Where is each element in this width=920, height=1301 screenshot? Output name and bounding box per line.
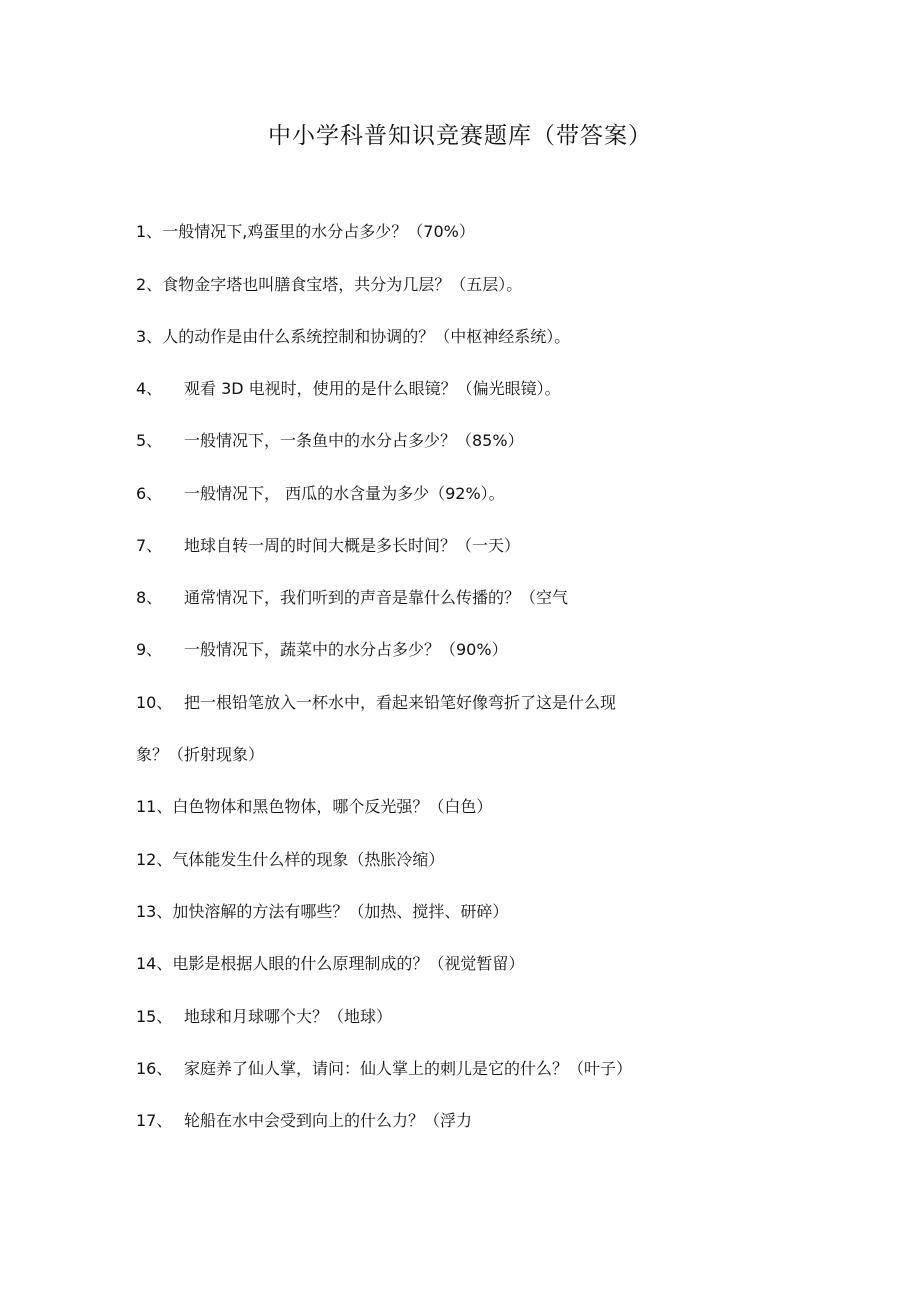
question-1 [136,217,836,247]
question-6 [136,479,836,509]
question-9 [136,635,836,665]
question-number: 3、 [136,327,163,346]
question-number: 6、 [136,484,163,503]
question-number: 12、 [136,850,173,869]
question-number: 13、 [136,902,173,921]
question-13 [136,897,836,927]
question-number: 16、 [136,1059,173,1078]
question-text: 一般情况下,鸡蛋里的水分占多少？（70%） [162,222,475,241]
question-17 [136,1106,836,1136]
question-7 [136,531,836,561]
question-text: 家庭养了仙人掌，请问：仙人掌上的刺儿是它的什么？（叶子） [184,1059,633,1078]
question-text: 加快溶解的方法有哪些？（加热、搅拌、研碎） [172,902,509,921]
question-text: 人的动作是由什么系统控制和协调的？（中枢神经系统）。 [162,327,571,346]
question-11 [136,792,836,822]
question-2 [136,270,836,300]
question-number: 9、 [136,640,163,659]
question-text: 轮船在水中会受到向上的什么力？（浮力 [184,1111,473,1130]
question-text: 地球自转一周的时间大概是多长时间？（一天） [184,536,521,555]
question-number: 2、 [136,275,163,294]
question-number: 11、 [136,797,173,816]
question-text: 地球和月球哪个大？（地球） [184,1007,393,1026]
question-number: 10、 [136,693,173,712]
question-text: 一般情况下， 西瓜的水含量为多少（92%）。 [184,484,505,503]
question-text: 白色物体和黑色物体，哪个反光强？（白色） [172,797,493,816]
document-title: 中小学科普知识竞赛题库（带答案） [268,123,652,149]
question-number: 1、 [136,222,163,241]
question-text: 观看 3D 电视时，使用的是什么眼镜？（偏光眼镜）。 [184,379,561,398]
question-number: 15、 [136,1007,173,1026]
question-text: 把一根铅笔放入一杯水中，看起来铅笔好像弯折了这是什么现 [184,693,617,712]
question-text: 电影是根据人眼的什么原理制成的？（视觉暂留） [172,954,525,973]
question-8 [136,583,836,613]
question-number: 8、 [136,588,163,607]
question-number: 7、 [136,536,163,555]
question-10 [136,688,836,718]
question-15 [136,1002,836,1032]
question-text: 气体能发生什么样的现象（热胀冷缩） [172,850,445,869]
question-text: 一般情况下，一条鱼中的水分占多少？（85%） [184,431,524,450]
question-4 [136,374,836,404]
question-number: 14、 [136,954,173,973]
question-3 [136,322,836,352]
question-text: 一般情况下，蔬菜中的水分占多少？（90%） [184,640,508,659]
question-14 [136,949,836,979]
question-text: 食物金字塔也叫膳食宝塔，共分为几层？（五层）。 [162,275,523,294]
question-number: 4、 [136,379,163,398]
question-5 [136,426,836,456]
question-12 [136,845,836,875]
question-number: 5、 [136,431,163,450]
question-text: 通常情况下，我们听到的声音是靠什么传播的？（空气 [184,588,569,607]
question-10-continuation [136,740,836,770]
question-text-continued: 象？（折射现象） [136,745,265,764]
question-16 [136,1054,836,1084]
question-number: 17、 [136,1111,173,1130]
